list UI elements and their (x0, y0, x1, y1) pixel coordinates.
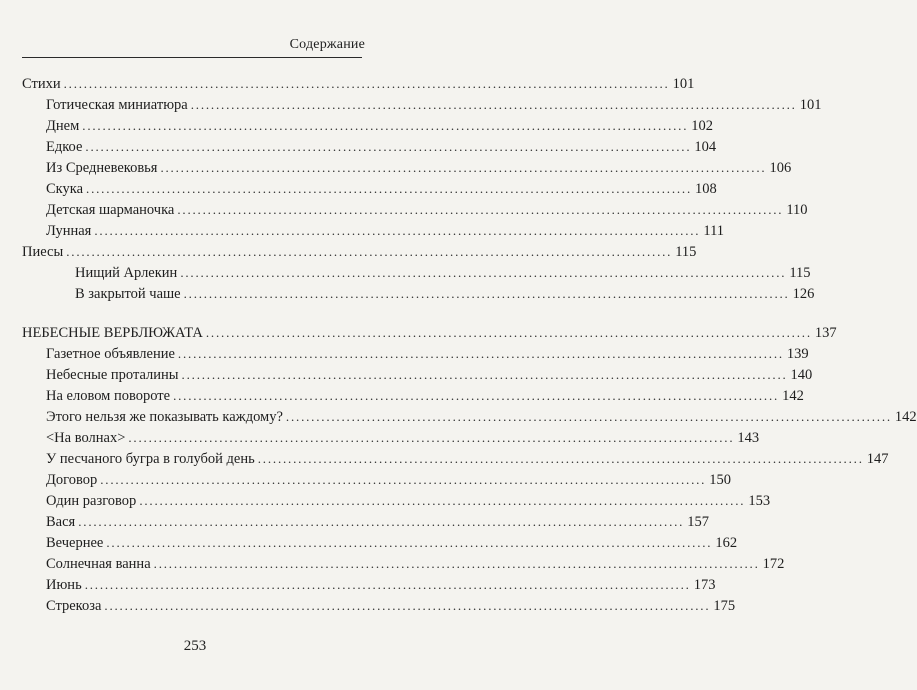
toc-entry-page: 101 (799, 97, 822, 113)
toc-entry-title: НЕБЕСНЫЕ ВЕРБЛЮЖАТА (22, 325, 203, 341)
toc-entry-page: 173 (693, 577, 716, 593)
toc-entry (46, 555, 785, 573)
toc-entry (46, 471, 731, 489)
dot-leader: ........................................................................................................................ (78, 514, 685, 529)
toc-entry-page: 126 (792, 286, 815, 302)
dot-leader: ........................................................................................................................ (106, 535, 713, 550)
toc-entry (22, 75, 695, 93)
toc-entry-title: Июнь (46, 577, 82, 593)
toc-entry-page: 115 (675, 244, 697, 260)
toc-entry (46, 222, 725, 240)
toc-entry-page: 143 (737, 430, 760, 446)
toc-entry (46, 387, 804, 405)
dot-leader: ........................................................................................................................ (153, 556, 760, 571)
toc-entry-title: Детская шарманочка (46, 202, 175, 218)
dot-leader: ........................................................................................................................ (94, 223, 701, 238)
toc-entry-title: Стрекоза (46, 598, 102, 614)
dot-leader: ........................................................................................................................ (257, 451, 864, 466)
toc-entry-page: 110 (786, 202, 808, 218)
toc-entry-page: 101 (672, 76, 695, 92)
toc-entry (46, 96, 822, 114)
toc-entry-page: 153 (748, 493, 771, 509)
toc-entry-title: Договор (46, 472, 98, 488)
dot-leader: ........................................................................................................................ (181, 367, 788, 382)
toc-entry-title: У песчаного бугра в голубой день (46, 451, 255, 467)
dot-leader: ........................................................................................................................ (177, 202, 784, 217)
toc-entry-title: Этого нельзя же показывать каждому? (46, 409, 283, 425)
toc-entry (75, 264, 811, 282)
toc-entry (46, 366, 813, 384)
toc-entry-page: 140 (790, 367, 813, 383)
toc-entry-title: Вася (46, 514, 76, 530)
toc-entry-title: На еловом повороте (46, 388, 171, 404)
toc-entry-title: Лунная (46, 223, 92, 239)
toc-entry-page: 137 (814, 325, 837, 341)
toc-entry (46, 534, 738, 552)
toc-entry-title: Едкое (46, 139, 83, 155)
toc-entry-page: 175 (713, 598, 736, 614)
toc-entry (46, 492, 771, 510)
dot-leader: ........................................................................................................................ (173, 388, 780, 403)
toc-entry-page: 106 (769, 160, 792, 176)
toc-entry-page: 111 (703, 223, 725, 239)
toc-entry (46, 159, 792, 177)
toc-entry-title: Скука (46, 181, 84, 197)
toc-entry-title: Стихи (22, 76, 61, 92)
toc-entry (22, 324, 837, 342)
toc-entry-title: Нищий Арлекин (75, 265, 178, 281)
dot-leader: ........................................................................................................................ (139, 493, 746, 508)
page-number: 253 (183, 638, 207, 654)
toc-entry-page: 102 (691, 118, 714, 134)
dot-leader: ........................................................................................................................ (180, 265, 787, 280)
toc-entry (46, 117, 714, 135)
toc-entry (46, 450, 889, 468)
toc-entry-title: Небесные проталины (46, 367, 179, 383)
toc-entry-title: Днем (46, 118, 80, 134)
toc-entry-page: 157 (687, 514, 709, 530)
toc-entry-title: В закрытой чаше (75, 286, 181, 302)
dot-leader: ........................................................................................................................ (66, 244, 673, 259)
dot-leader: ........................................................................................................................ (190, 97, 797, 112)
dot-leader: ........................................................................................................................ (183, 286, 790, 301)
dot-leader: ........................................................................................................................ (85, 139, 692, 154)
toc-entry (46, 138, 717, 156)
toc-entry-title: <На волнах> (46, 430, 126, 446)
dot-leader: ........................................................................................................................ (177, 346, 784, 361)
toc-entry-page: 108 (695, 181, 717, 197)
toc-entry-page: 172 (762, 556, 785, 572)
dot-leader: ........................................................................................................................ (84, 577, 691, 592)
toc-entry (46, 408, 917, 426)
dot-leader: ........................................................................................................................ (63, 76, 670, 91)
dot-leader: ........................................................................................................................ (86, 181, 693, 196)
toc-entry-title: Из Средневековья (46, 160, 158, 176)
dot-leader: ........................................................................................................................ (160, 160, 767, 175)
toc-entry (46, 429, 760, 447)
dot-leader: ........................................................................................................................ (285, 409, 892, 424)
toc-entry (46, 180, 717, 198)
toc-entry (46, 597, 736, 615)
toc-entry-title: Вечернее (46, 535, 104, 551)
toc-entry-title: Газетное объявление (46, 346, 175, 362)
toc-entry-title: Пиесы (22, 244, 64, 260)
toc-entry-title: Готическая миниатюра (46, 97, 188, 113)
toc-entry-title: Солнечная ванна (46, 556, 151, 572)
toc-entry-page: 115 (789, 265, 811, 281)
toc-entry (22, 243, 697, 261)
dot-leader: ........................................................................................................................ (104, 598, 711, 613)
toc-entry (46, 576, 716, 594)
toc-entry-page: 142 (894, 409, 917, 425)
toc-entry (46, 513, 709, 531)
toc-entry (75, 285, 815, 303)
toc-entry-page: 147 (866, 451, 889, 467)
toc-entry-page: 150 (709, 472, 731, 488)
toc-entry-page: 162 (715, 535, 738, 551)
running-header: Содержание (289, 37, 365, 52)
toc-entry (46, 201, 808, 219)
dot-leader: ........................................................................................................................ (128, 430, 735, 445)
dot-leader: ........................................................................................................................ (82, 118, 689, 133)
dot-leader: ........................................................................................................................ (205, 325, 812, 340)
toc-entry-page: 139 (786, 346, 809, 362)
toc-entry-page: 104 (694, 139, 717, 155)
toc-entry-page: 142 (782, 388, 804, 404)
toc-entry (46, 345, 809, 363)
dot-leader: ........................................................................................................................ (100, 472, 707, 487)
toc-entry-title: Один разговор (46, 493, 137, 509)
